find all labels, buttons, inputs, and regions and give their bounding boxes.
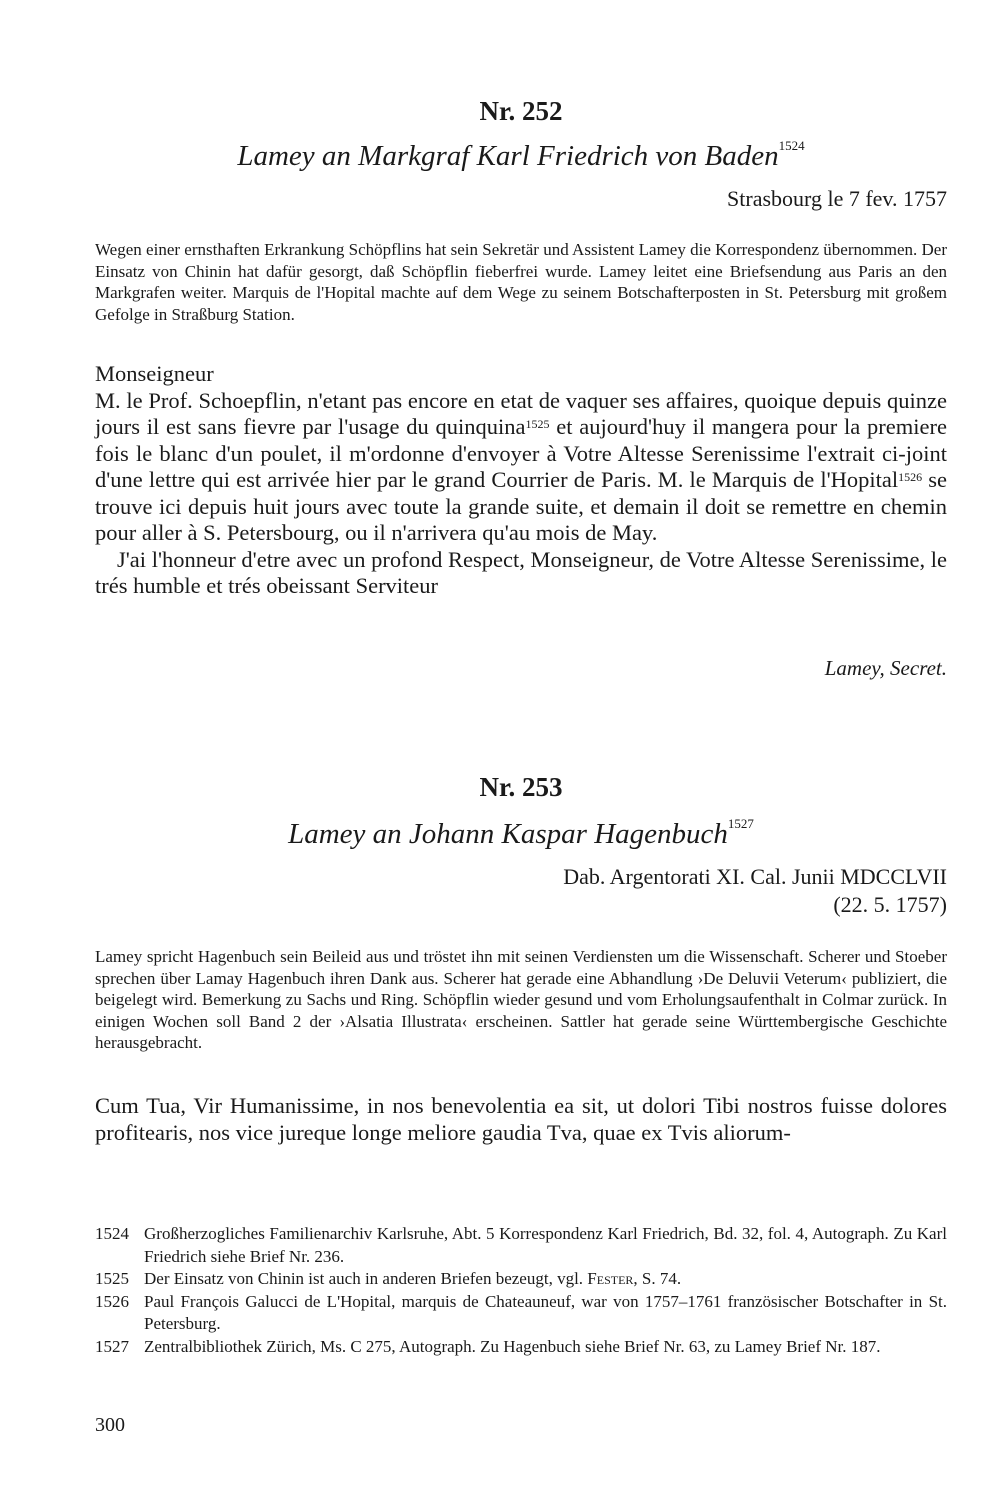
footnote-ref: 1524 xyxy=(778,138,805,153)
footnote-text xyxy=(144,1268,947,1291)
footnote-text: Großherzogliches Familienarchiv Karlsruhe, Abt. 5 Korrespondenz Karl Friedrich, Bd. 32, fol. 4, Autograph. Zu Karl Friedrich siehe Brief Nr. 236. xyxy=(144,1224,947,1266)
letter-paragraph xyxy=(95,388,947,547)
letter-dateline: Strasbourg le 7 fev. 1757 xyxy=(727,186,947,211)
letter-title-text: Lamey an Markgraf Karl Friedrich von Baden xyxy=(237,140,779,172)
footnote xyxy=(95,1223,947,1268)
letter-paragraph: J'ai l'honneur d'etre avec un profond Respect, Monseigneur, de Votre Altesse Serenissime, le trés humble et trés obeissant Serviteur xyxy=(95,546,947,598)
footnote xyxy=(95,1268,947,1291)
letter-title xyxy=(95,140,947,173)
letter-number: Nr. 252 xyxy=(479,96,563,126)
letter-number: Nr. 253 xyxy=(479,772,563,802)
footnote-ref: 1526 xyxy=(898,470,923,484)
letter-dateline: Dab. Argentorati XI. Cal. Junii MDCCLVII xyxy=(563,864,947,889)
signature: Lamey, Secret. xyxy=(824,656,947,680)
page-number: 300 xyxy=(95,1414,125,1436)
text-run: se trouve ici depuis huit jours avec toute la grande suite, et demain il doit se remettre en chemin pour aller à S. Petersbourg, ou il n'arrivera qu'au mois de May. xyxy=(95,467,947,545)
salutation: Monseigneur xyxy=(95,361,214,386)
footnote-ref: 1527 xyxy=(727,816,754,831)
text-run: et aujourd'huy il mangera pour la premiere fois le blanc d'un poulet, il m'ordonne d'envoyer à Votre Altesse Serenissime l'extrait ci-joint d'une lettre qui est arrivée hier par le grand Courrier de Paris. M. le Marquis de l'Hopital xyxy=(95,414,947,492)
letter-summary: Lamey spricht Hagenbuch sein Beileid aus und tröstet ihn mit seinen Verdiensten um die Wissenschaft. Scherer und Stoeber sprechen über Lamay Hagenbuch ihren Dank aus. Scherer hat gerade eine Abhandlung ›De Deluvii Veterum‹ publiziert, die beigelegt wird. Bemerkung zu Sachs und Ring. Schöpflin wieder gesund und vom Erholungsaufenthalt in Colmar zurück. In einigen Wochen soll Band 2 der ›Alsatia Illustrata‹ erscheinen. Sattler hat gerade seine Württembergische Geschichte herausgebracht. xyxy=(95,947,947,1052)
footnote xyxy=(95,1291,947,1336)
footnote-number: 1524 xyxy=(95,1224,129,1243)
letter-paragraph: Cum Tua, Vir Humanissime, in nos benevolentia ea sit, ut dolori Tibi nostros fuisse dolores profitearis, nos vice jureque longe meliore gaudia Tva, quae ex Tvis aliorum- xyxy=(95,1093,947,1145)
footnote xyxy=(95,1336,947,1359)
letter-summary: Wegen einer ernsthaften Erkrankung Schöpflins hat sein Sekretär und Assistent Lamey die Korrespondenz übernommen. Der Einsatz von Chinin hat dafür gesorgt, daß Schöpflin fieberfrei wurde. Lamey leitet eine Briefsendung aus Paris an den Markgrafen weiter. Marquis de l'Hopital machte auf dem Wege zu seinem Botschafterposten in St. Petersburg mit großem Gefolge in Straßburg Station. xyxy=(95,240,947,324)
footnote-number: 1526 xyxy=(95,1291,129,1311)
footnote-text: Paul François Galucci de L'Hopital, marquis de Chateauneuf, war von 1757–1761 französischer Botschafter in St. Petersburg. xyxy=(144,1291,947,1333)
text-run: M. le Prof. Schoepflin, n'etant pas encore en etat de vaquer ses affaires, quoique depuis quinze jours il est sans fievre par l'usage du quinquina xyxy=(95,387,947,439)
footnote-number: 1527 xyxy=(95,1336,129,1356)
footnote-ref: 1525 xyxy=(525,417,550,431)
letter-title xyxy=(95,818,947,851)
text-run: , S. 74. xyxy=(633,1269,682,1288)
page xyxy=(95,0,947,1488)
letter-body xyxy=(95,361,947,600)
footnote-text: Zentralbibliothek Zürich, Ms. C 275, Autograph. Zu Hagenbuch siehe Brief Nr. 63, zu Lamey Brief Nr. 187. xyxy=(144,1336,881,1356)
author-name: Fester xyxy=(587,1269,634,1288)
footnotes xyxy=(95,1223,947,1358)
letter-dateline-modern: (22. 5. 1757) xyxy=(833,892,947,917)
text-run: Der Einsatz von Chinin ist auch in anderen Briefen bezeugt, vgl. xyxy=(144,1269,588,1288)
footnote-number: 1525 xyxy=(95,1269,129,1288)
letter-title-text: Lamey an Johann Kaspar Hagenbuch xyxy=(288,818,728,850)
letter-body xyxy=(95,1093,947,1146)
